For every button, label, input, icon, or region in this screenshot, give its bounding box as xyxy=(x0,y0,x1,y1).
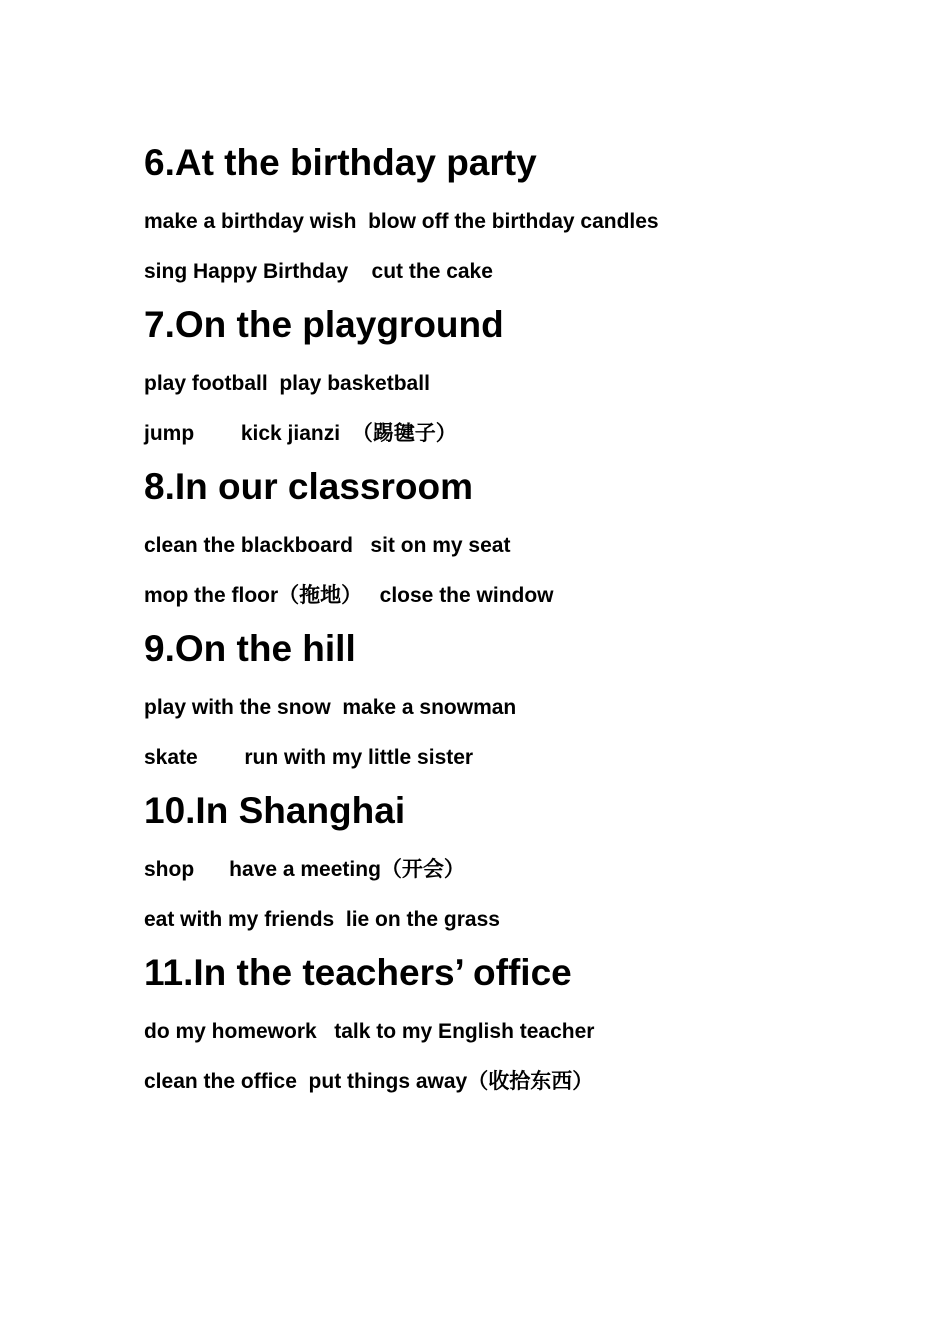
section-heading: 10.In Shanghai xyxy=(144,790,406,831)
section-heading: 8.In our classroom xyxy=(144,466,473,507)
document-body xyxy=(144,140,844,1117)
phrase-line: shop have a meeting（开会） xyxy=(144,858,465,881)
section-heading: 7.On the playground xyxy=(144,304,504,345)
section-birthday-party xyxy=(144,140,844,307)
phrase-line: eat with my friends lie on the grass xyxy=(144,908,500,931)
phrase-line: sing Happy Birthday cut the cake xyxy=(144,260,493,283)
section-heading: 6.At the birthday party xyxy=(144,142,537,183)
section-playground xyxy=(144,302,844,469)
phrase-line: jump kick jianzi （踢毽子） xyxy=(144,422,457,445)
section-classroom xyxy=(144,464,844,631)
section-teachers-office xyxy=(144,950,844,1117)
section-heading: 11.In the teachers’ office xyxy=(144,952,572,993)
phrase-line: skate run with my little sister xyxy=(144,746,474,769)
phrase-line: clean the office put things away（收拾东西） xyxy=(144,1070,594,1093)
section-hill xyxy=(144,626,844,793)
phrase-line: mop the floor（拖地） close the window xyxy=(144,584,554,607)
phrase-line: make a birthday wish blow off the birthday candles xyxy=(144,210,659,233)
phrase-line: play with the snow make a snowman xyxy=(144,696,517,719)
phrase-line: play football play basketball xyxy=(144,372,430,395)
section-heading: 9.On the hill xyxy=(144,628,356,669)
section-shanghai xyxy=(144,788,844,955)
phrase-line: clean the blackboard sit on my seat xyxy=(144,534,511,557)
phrase-line: do my homework talk to my English teacher xyxy=(144,1020,595,1043)
